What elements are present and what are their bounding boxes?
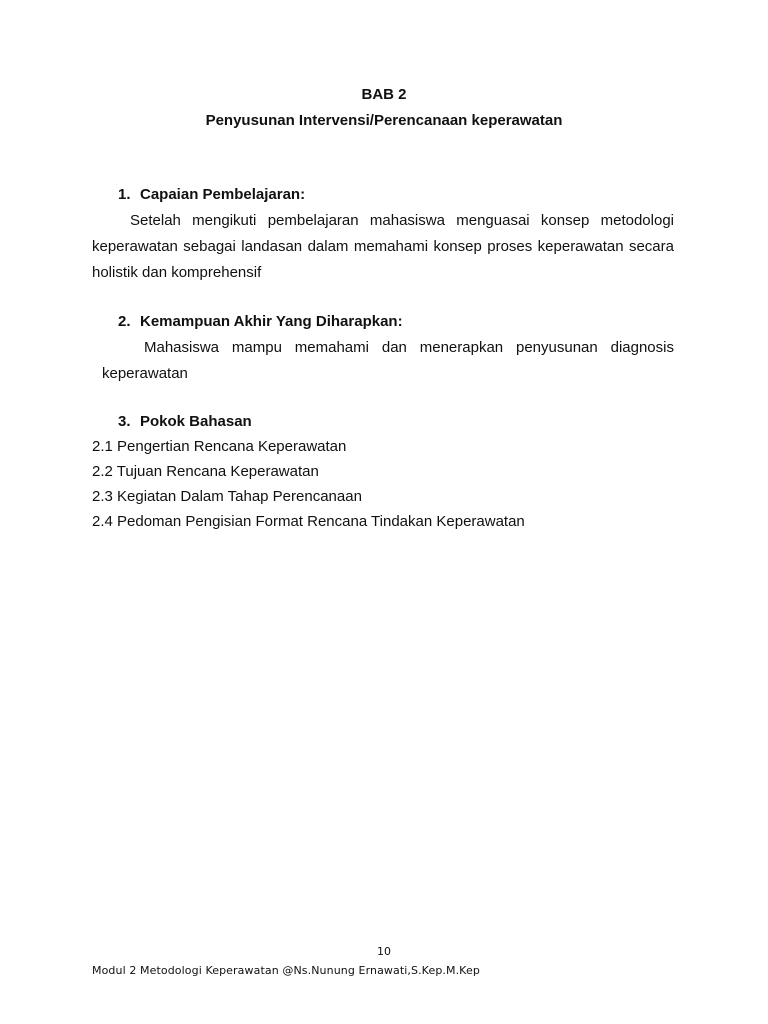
section-1-number: 1. xyxy=(118,186,131,203)
section-1-heading xyxy=(118,186,305,203)
paragraph-line: keperawatan xyxy=(102,365,188,382)
section-1-title: Capaian Pembelajaran: xyxy=(140,186,306,203)
chapter-title: Penyusunan Intervensi/Perencanaan keperawatan xyxy=(205,112,563,129)
paragraph-line: keperawatan sebagai landasan dalam memahami konsep proses keperawatan secara xyxy=(92,238,674,255)
list-item: 2.3 Kegiatan Dalam Tahap Perencanaan xyxy=(92,488,362,505)
list-item: 2.2 Tujuan Rencana Keperawatan xyxy=(92,463,319,480)
chapter-label: BAB 2 xyxy=(361,86,407,103)
section-3-title: Pokok Bahasan xyxy=(140,413,252,430)
section-2-number: 2. xyxy=(118,313,131,330)
list-item: 2.4 Pedoman Pengisian Format Rencana Tindakan Keperawatan xyxy=(92,513,525,530)
topic-list xyxy=(92,434,525,534)
section-2-heading xyxy=(118,313,403,330)
section-3-heading xyxy=(118,413,252,430)
section-2-paragraph xyxy=(102,335,674,387)
section-1-paragraph xyxy=(92,208,674,286)
list-item: 2.1 Pengertian Rencana Keperawatan xyxy=(92,438,347,455)
section-2-title: Kemampuan Akhir Yang Diharapkan: xyxy=(140,313,403,330)
paragraph-line: holistik dan komprehensif xyxy=(92,264,262,281)
page-number: 10 xyxy=(377,945,391,958)
paragraph-line: Setelah mengikuti pembelajaran mahasiswa menguasai konsep metodologi xyxy=(130,212,674,229)
section-3-number: 3. xyxy=(118,413,131,430)
paragraph-line: Mahasiswa mampu memahami dan menerapkan penyusunan diagnosis xyxy=(144,339,674,356)
page-footer: Modul 2 Metodologi Keperawatan @Ns.Nunung Ernawati,S.Kep.M.Kep xyxy=(92,964,480,977)
